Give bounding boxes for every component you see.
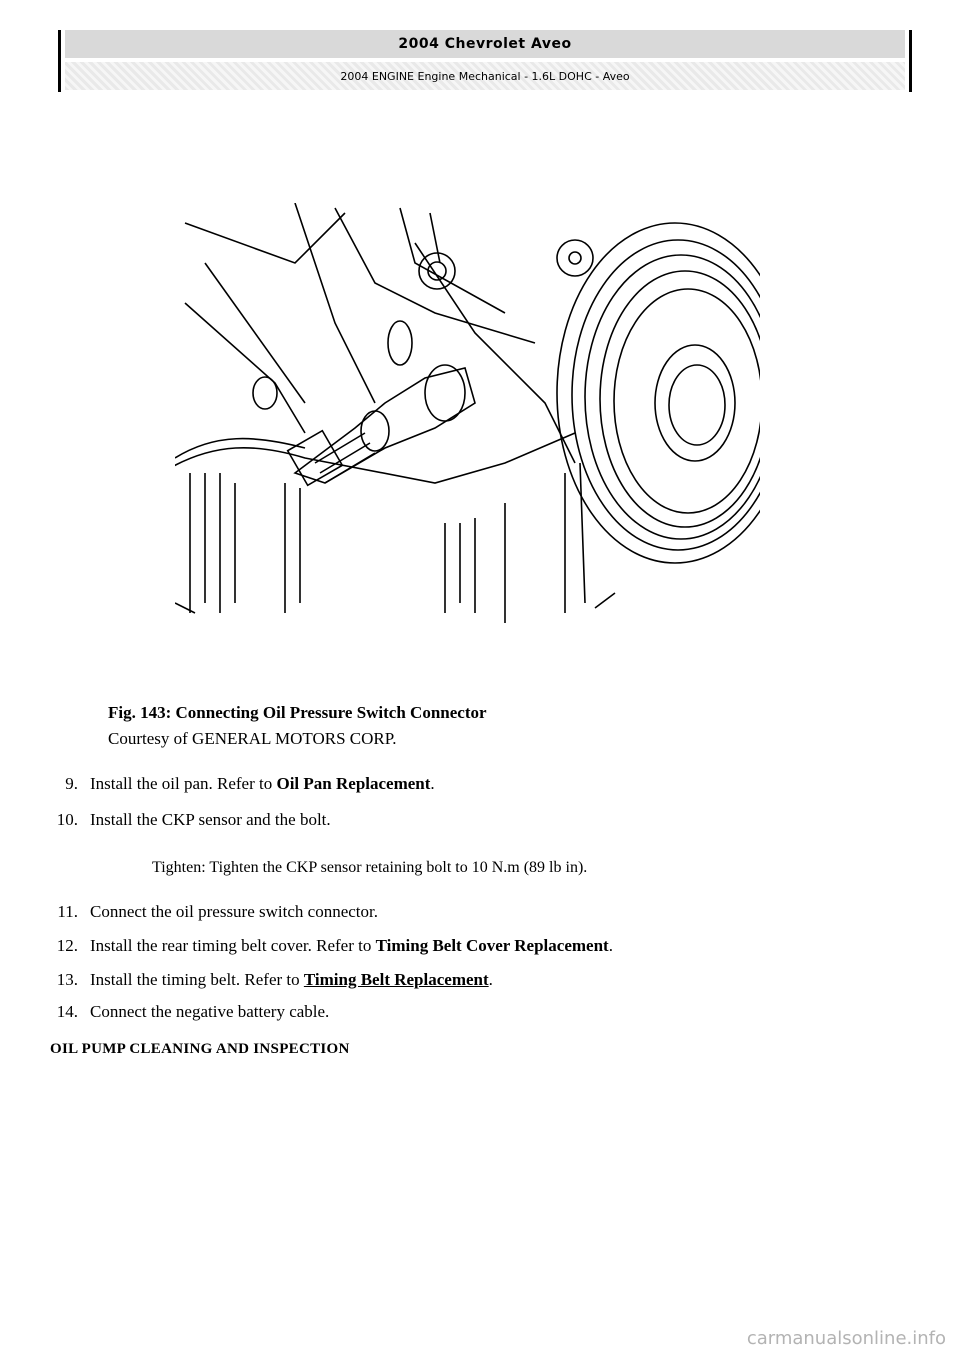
step-number: 11. <box>57 902 78 921</box>
section-heading: OIL PUMP CLEANING AND INSPECTION <box>50 1041 350 1057</box>
step-text: Install the rear timing belt cover. Refer to Timing Belt Cover Replacement. <box>90 936 613 955</box>
step-reference-link[interactable]: Timing Belt Cover Replacement <box>375 936 609 955</box>
step-number: 13. <box>56 970 78 989</box>
step-text: Install the timing belt. Refer to Timing Belt Replacement. <box>90 970 493 989</box>
engine-block-lines <box>175 203 575 483</box>
figure-credit: Courtesy of GENERAL MOTORS CORP. <box>108 729 397 748</box>
step-13 <box>40 968 493 992</box>
oil-pressure-switch <box>288 365 475 485</box>
step-text: Connect the negative battery cable. <box>90 1002 330 1021</box>
engine-illustration <box>175 203 760 623</box>
step-text: Install the CKP sensor and the bolt. <box>90 810 331 829</box>
watermark: carmanualsonline.info <box>746 1328 946 1349</box>
step-10 <box>40 808 331 832</box>
step-number: 10. <box>56 810 78 829</box>
oil-pan-lines <box>175 463 615 623</box>
figure-title: Fig. 143: Connecting Oil Pressure Switch Connector <box>108 703 487 722</box>
step-reference-link[interactable]: Oil Pan Replacement <box>276 774 431 793</box>
step-12 <box>40 934 613 958</box>
step-reference-link[interactable]: Timing Belt Replacement <box>303 970 489 989</box>
document-header <box>58 30 912 92</box>
tighten-note: Tighten: Tighten the CKP sensor retaining bolt to 10 N.m (89 lb in). <box>152 859 588 876</box>
document-title: 2004 Chevrolet Aveo <box>65 30 905 58</box>
figure-caption <box>108 700 487 752</box>
step-number: 14. <box>56 1002 78 1021</box>
step-11 <box>40 900 378 924</box>
step-number: 12. <box>56 936 78 955</box>
step-text: Install the oil pan. Refer to Oil Pan Replacement. <box>90 774 435 793</box>
step-number: 9. <box>65 774 78 793</box>
step-14 <box>40 1000 329 1024</box>
step-9 <box>40 772 435 796</box>
document-subtitle: 2004 ENGINE Engine Mechanical - 1.6L DOHC - Aveo <box>65 62 905 90</box>
step-text: Connect the oil pressure switch connector. <box>90 902 378 921</box>
crankshaft-pulley <box>557 223 760 563</box>
